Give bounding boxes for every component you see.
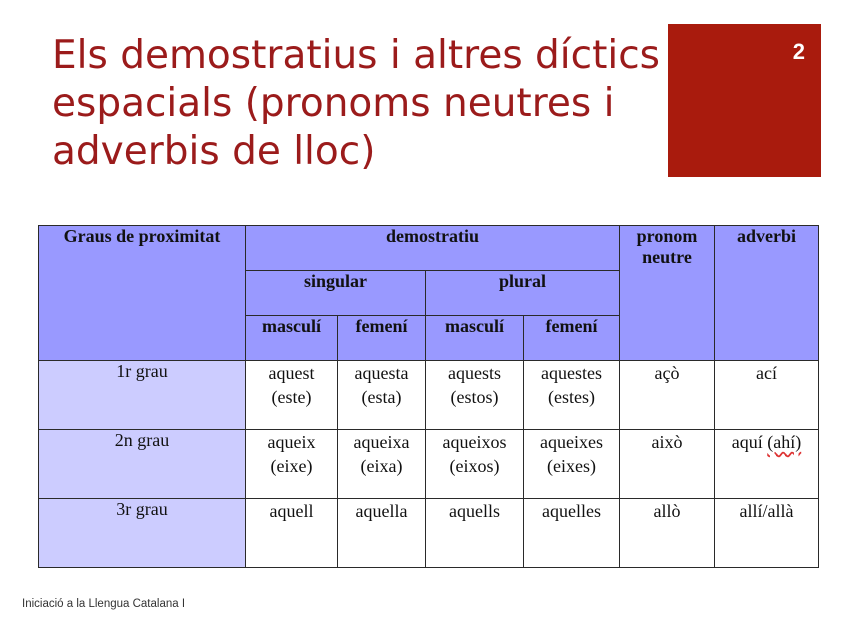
table-row: [39, 361, 819, 430]
cell-adverbi: ací: [715, 361, 819, 430]
header-singular-femeni: femení: [338, 316, 426, 361]
table-row: [39, 430, 819, 499]
cell-sing-masc: aquell: [246, 499, 338, 568]
header-adverbi: adverbi: [715, 226, 819, 361]
header-plural-masculi: masculí: [426, 316, 524, 361]
footer-text: Iniciació a la Llengua Catalana I: [22, 598, 186, 610]
cell-sing-fem: aquella: [338, 499, 426, 568]
cell-pl-fem: aquelles: [524, 499, 620, 568]
slide-title: Els demostratius i altres díctics espacials (pronoms neutres i adverbis de lloc): [52, 33, 660, 174]
cell-pl-fem: aquestes (estes): [524, 361, 620, 430]
cell-pl-masc: aquells: [426, 499, 524, 568]
header-demostratiu: demostratiu: [246, 226, 620, 271]
cell-adverbi: allí/allà: [715, 499, 819, 568]
header-plural-femeni: femení: [524, 316, 620, 361]
cell-neutre: això: [620, 430, 715, 499]
header-plural: plural: [426, 271, 620, 316]
header-singular: singular: [246, 271, 426, 316]
cell-adverbi: aquí (ahí): [715, 430, 819, 499]
page-number: 2: [792, 39, 805, 64]
cell-pl-masc: aquests (estos): [426, 361, 524, 430]
cell-sing-fem: aqueixa (eixa): [338, 430, 426, 499]
grade-label: 2n grau: [39, 430, 246, 499]
cell-pl-masc: aqueixos (eixos): [426, 430, 524, 499]
cell-neutre: allò: [620, 499, 715, 568]
page-number-box: [668, 24, 821, 177]
cell-sing-fem: aquesta (esta): [338, 361, 426, 430]
grade-label: 1r grau: [39, 361, 246, 430]
cell-neutre: açò: [620, 361, 715, 430]
header-grau: Graus de proximitat: [39, 226, 246, 361]
grade-label: 3r grau: [39, 499, 246, 568]
cell-sing-masc: aqueix (eixe): [246, 430, 338, 499]
cell-pl-fem: aqueixes (eixes): [524, 430, 620, 499]
header-pronom-neutre: pronom neutre: [620, 226, 715, 361]
cell-sing-masc: aquest (este): [246, 361, 338, 430]
header-singular-masculi: masculí: [246, 316, 338, 361]
table-row: [39, 499, 819, 568]
header-row-1: [39, 226, 819, 271]
demonstratives-table: [38, 225, 819, 568]
